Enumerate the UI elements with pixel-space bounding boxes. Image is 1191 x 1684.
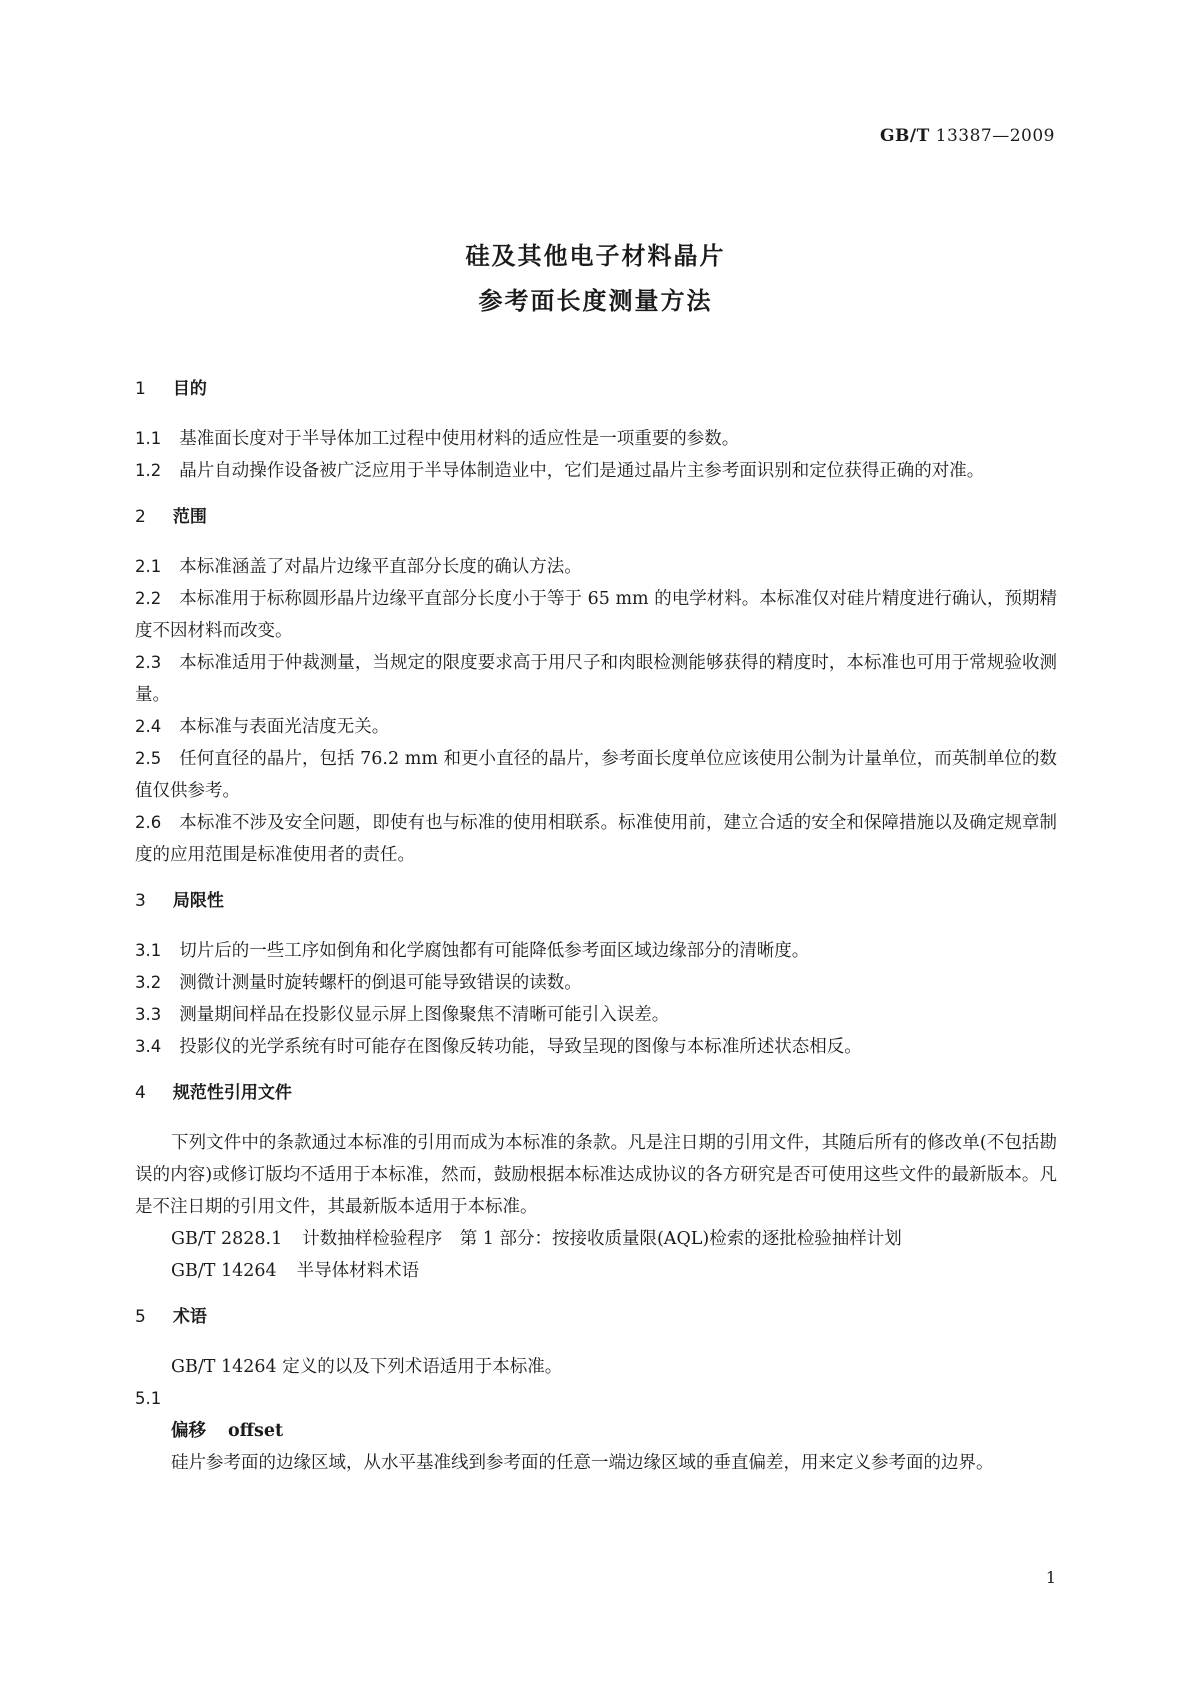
clause-number: 3.4 — [135, 1037, 162, 1056]
clause — [135, 583, 1057, 647]
clause-text: 投影仪的光学系统有时可能存在图像反转功能，导致呈现的图像与本标准所述状态相反。 — [179, 1037, 862, 1057]
section-title: 规范性引用文件 — [172, 1083, 292, 1103]
standard-number: 13387—2009 — [935, 126, 1055, 146]
section-title: 局限性 — [172, 891, 224, 911]
clause-number: 2.5 — [135, 749, 162, 768]
clause — [135, 743, 1057, 807]
section-title: 术语 — [172, 1307, 207, 1327]
clause-text: 测量期间样品在投影仪显示屏上图像聚焦不清晰可能引入误差。 — [179, 1005, 670, 1025]
terms-intro: GB/T 14264 定义的以及下列术语适用于本标准。 — [171, 1357, 563, 1377]
section-number: 3 — [135, 891, 146, 911]
section-title: 目的 — [172, 379, 207, 399]
section-heading — [135, 1077, 1057, 1109]
term-zh: 偏移 — [171, 1421, 206, 1441]
clause — [135, 807, 1057, 871]
clause-number: 2.2 — [135, 589, 162, 608]
section-heading — [135, 501, 1057, 533]
clause-number: 5.1 — [135, 1389, 162, 1408]
clause-number: 1.1 — [135, 429, 162, 448]
reference-code: GB/T 2828.1 — [171, 1229, 283, 1249]
clause-number: 2.6 — [135, 813, 162, 832]
page-number: 1 — [1045, 1568, 1056, 1587]
clause-text: 本标准与表面光洁度无关。 — [179, 717, 390, 737]
clause-text: 晶片自动操作设备被广泛应用于半导体制造业中，它们是通过晶片主参考面识别和定位获得正确的对准。 — [179, 461, 985, 481]
clause-number: 2.3 — [135, 653, 162, 672]
clause-number: 3.1 — [135, 941, 162, 960]
standard-code — [880, 126, 1055, 146]
term-definition: 硅片参考面的边缘区域，从水平基准线到参考面的任意一端边缘区域的垂直偏差，用来定义参考面的边界。 — [171, 1453, 994, 1473]
section-heading — [135, 885, 1057, 917]
clause — [135, 935, 1057, 967]
clause — [135, 551, 1057, 583]
section-number: 1 — [135, 379, 146, 399]
term-en: offset — [228, 1421, 284, 1441]
clause-number: 2.1 — [135, 557, 162, 576]
clause-number: 1.2 — [135, 461, 162, 480]
section-title: 范围 — [172, 507, 207, 527]
clause — [135, 423, 1057, 455]
section-number: 4 — [135, 1083, 146, 1103]
reference-code: GB/T 14264 — [171, 1261, 277, 1281]
document-body — [135, 373, 1057, 1479]
document-title-line2: 参考面长度测量方法 — [478, 287, 713, 315]
clause — [135, 455, 1057, 487]
clause — [135, 999, 1057, 1031]
clause-text: 本标准用于标称圆形晶片边缘平直部分长度小于等于 65 mm 的电学材料。本标准仅对硅片精度进行确认，预期精度不因材料而改变。 — [135, 589, 1057, 641]
term-number — [135, 1383, 1057, 1415]
references-intro: 下列文件中的条款通过本标准的引用而成为本标准的条款。凡是注日期的引用文件，其随后所有的修改单(不包括勘误的内容)或修订版均不适用于本标准，然而，鼓励根据本标准达成协议的各方研究是否可使用这些文件的最新版本。凡是不注日期的引用文件，其最新版本适用于本标准。 — [135, 1133, 1057, 1217]
clause-text: 测微计测量时旋转螺杆的倒退可能导致错误的读数。 — [179, 973, 582, 993]
section-heading — [135, 1301, 1057, 1333]
clause — [135, 647, 1057, 711]
clause-text: 基准面长度对于半导体加工过程中使用材料的适应性是一项重要的参数。 — [179, 429, 740, 449]
clause — [135, 711, 1057, 743]
section-number: 5 — [135, 1307, 146, 1327]
reference-item — [135, 1223, 1057, 1255]
term-heading — [135, 1415, 1057, 1447]
reference-item — [135, 1255, 1057, 1287]
standard-prefix: GB/T — [880, 126, 930, 146]
clause-text: 本标准不涉及安全问题，即使有也与标准的使用相联系。标准使用前，建立合适的安全和保障措施以及确定规章制度的应用范围是标准使用者的责任。 — [135, 813, 1057, 865]
clause-text: 本标准适用于仲裁测量，当规定的限度要求高于用尺子和肉眼检测能够获得的精度时，本标准也可用于常规验收测量。 — [135, 653, 1057, 705]
clause-text: 本标准涵盖了对晶片边缘平直部分长度的确认方法。 — [179, 557, 582, 577]
clause — [135, 1031, 1057, 1063]
section-heading — [135, 373, 1057, 405]
reference-title: 半导体材料术语 — [296, 1261, 420, 1281]
clause-number: 3.2 — [135, 973, 162, 992]
section-number: 2 — [135, 507, 146, 527]
clause — [135, 967, 1057, 999]
clause-text: 任何直径的晶片，包括 76.2 mm 和更小直径的晶片，参考面长度单位应该使用公制为计量单位，而英制单位的数值仅供参考。 — [135, 749, 1057, 801]
clause-text: 切片后的一些工序如倒角和化学腐蚀都有可能降低参考面区域边缘部分的清晰度。 — [179, 941, 810, 961]
clause-number: 3.3 — [135, 1005, 162, 1024]
clause-number: 2.4 — [135, 717, 162, 736]
document-title-line1: 硅及其他电子材料晶片 — [465, 242, 726, 270]
reference-title: 计数抽样检验程序 第 1 部分：按接收质量限(AQL)检索的逐批检验抽样计划 — [302, 1229, 902, 1249]
